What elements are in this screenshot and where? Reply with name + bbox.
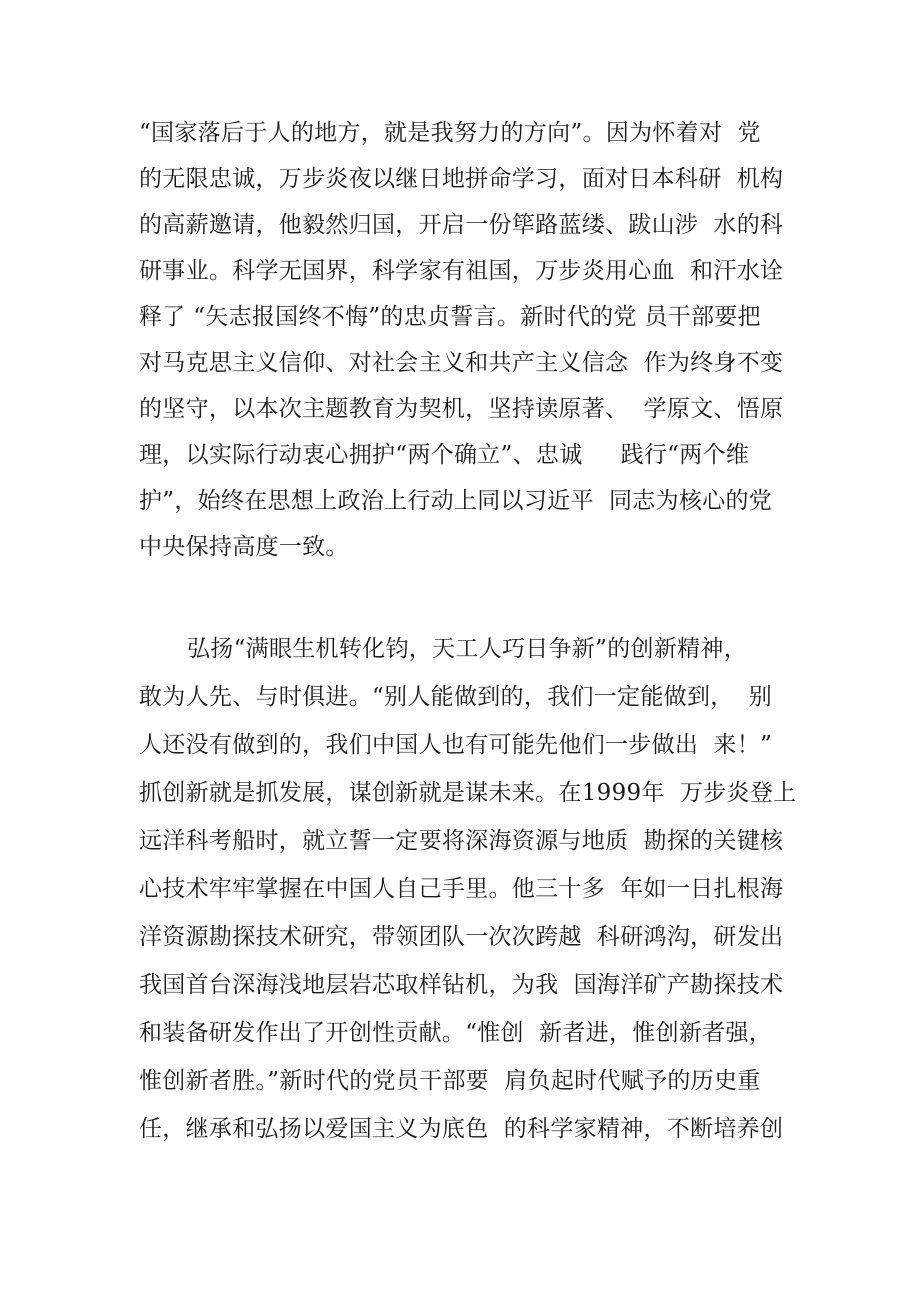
text-line: 人还没有做到的，我们中国人也有可能先他们一步做出 来！” xyxy=(139,732,773,758)
text-line: 远洋科考船时，就立誓一定要将深海资源与地质 勘探的关键核 xyxy=(139,828,784,854)
text-line: 心技术牢牢掌握在中国人自己手里。他三十多 年如一日扎根海 xyxy=(139,876,784,902)
text-line: “国家落后于人的地方，就是我努力的方向”。因为怀着对 党 xyxy=(139,120,761,146)
text-line: 洋资源勘探技术研究，带领团队一次次跨越 科研鸿沟，研发出 xyxy=(139,924,784,950)
text-line: 抓创新就是抓发展，谋创新就是谋未来。在1999年 万步炎登上 xyxy=(139,780,797,806)
text-line: 弘扬“满眼生机转化钧，天工人巧日争新”的创新精神， xyxy=(187,636,748,662)
text-line: 研事业。科学无国界，科学家有祖国，万步炎用心血 和汗水诠 xyxy=(139,258,784,284)
text-line: 对马克思主义信仰、对社会主义和共产主义信念 作为终身不变 xyxy=(139,350,784,376)
text-line: 释了 “矢志报国终不悔”的忠贞誓言。新时代的党 员干部要把 xyxy=(139,304,761,330)
text-line: 的坚守，以本次主题教育为契机，坚持读原著、 学原文、悟原 xyxy=(139,396,784,422)
text-line: 任，继承和弘扬以爱国主义为底色 的科学家精神，不断培养创 xyxy=(139,1116,784,1142)
text-line: 护”，始终在思想上政治上行动上同以习近平 同志为核心的党 xyxy=(139,488,773,514)
text-line: 中央保持高度一致。 xyxy=(139,534,349,560)
text-line: 的无限忠诚，万步炎夜以继日地拼命学习，面对日本科研 机构 xyxy=(139,166,784,192)
text-line: 惟创新者胜。”新时代的党员干部要 肩负起时代赋予的历史重 xyxy=(139,1068,761,1094)
text-line: 和装备研发作出了开创性贡献。“惟创 新者进，惟创新者强， xyxy=(139,1020,773,1046)
text-line: 理，以实际行动衷心拥护“两个确立”、忠诚 践行“两个维 xyxy=(139,442,750,468)
text-line: 敢为人先、与时俱进。“别人能做到的，我们一定能做到， 别 xyxy=(139,684,773,710)
text-line: 的高薪邀请，他毅然归国，开启一份筚路蓝缕、跋山涉 水的科 xyxy=(139,212,784,238)
text-line: 我国首台深海浅地层岩芯取样钻机，为我 国海洋矿产勘探技术 xyxy=(139,972,784,998)
